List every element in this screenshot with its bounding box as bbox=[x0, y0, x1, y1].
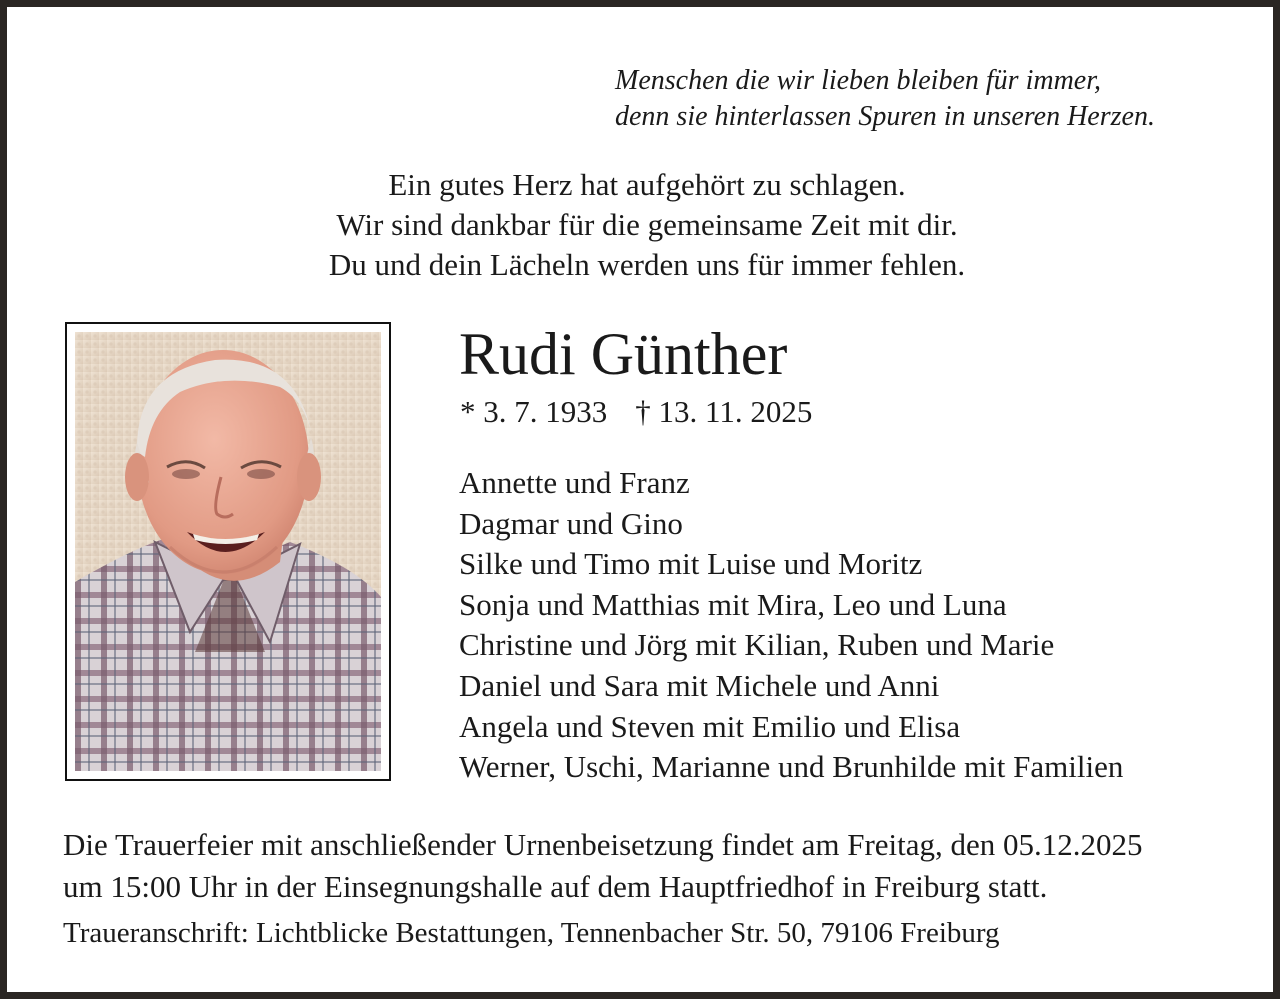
quote-line: Menschen die wir lieben bleiben für immer, bbox=[615, 65, 1102, 96]
family-list bbox=[459, 463, 1123, 788]
service-line: Die Trauerfeier mit anschließender Urnenbeisetzung findet am Freitag, den 05.12.2025 bbox=[63, 827, 1143, 862]
family-line: Daniel und Sara mit Michele und Anni bbox=[459, 667, 940, 703]
memorial-quote bbox=[615, 63, 1155, 135]
life-dates bbox=[460, 392, 812, 432]
family-line: Annette und Franz bbox=[459, 465, 690, 500]
family-line: Angela und Steven mit Emilio und Elisa bbox=[459, 708, 961, 744]
verse-line: Du und dein Lächeln werden uns für immer fehlen. bbox=[328, 247, 966, 282]
quote-line: denn sie hinterlassen Spuren in unseren Herzen. bbox=[615, 101, 1155, 132]
family-line: Dagmar und Gino bbox=[459, 505, 683, 541]
family-line: Silke und Timo mit Luise und Moritz bbox=[459, 546, 923, 582]
birth-date: * 3. 7. 1933 bbox=[460, 394, 608, 429]
death-date: † 13. 11. 2025 bbox=[635, 394, 813, 429]
service-line: um 15:00 Uhr in der Einsegnungshalle auf dem Hauptfriedhof in Freiburg statt. bbox=[63, 869, 1048, 904]
portrait-illustration bbox=[75, 332, 381, 771]
portrait-frame bbox=[65, 322, 391, 781]
deceased-name: Rudi Günther bbox=[459, 321, 788, 387]
verse-line: Wir sind dankbar für die gemeinsame Zeit mit dir. bbox=[336, 207, 958, 242]
memorial-verse bbox=[7, 165, 1280, 285]
verse-line: Ein gutes Herz hat aufgehört zu schlagen. bbox=[388, 167, 906, 202]
portrait-photo bbox=[75, 332, 381, 771]
service-info bbox=[63, 824, 1143, 908]
family-line: Sonja und Matthias mit Mira, Leo und Luna bbox=[459, 586, 1007, 622]
family-line: Werner, Uschi, Marianne und Brunhilde mit Familien bbox=[459, 749, 1124, 785]
condolence-address: Traueranschrift: Lichtblicke Bestattungen, Tennenbacher Str. 50, 79106 Freiburg bbox=[63, 917, 1000, 949]
family-line: Christine und Jörg mit Kilian, Ruben und Marie bbox=[459, 627, 1055, 663]
